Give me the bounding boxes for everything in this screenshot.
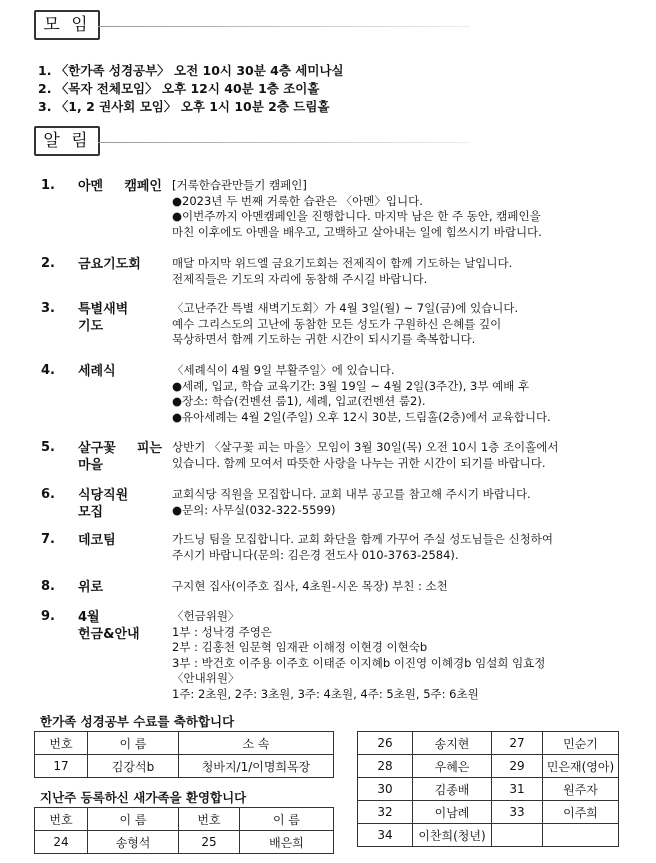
notice-body: [172, 579, 622, 595]
newcomers-title: 지난주 등록하신 새가족을 환영합니다: [40, 790, 247, 805]
table-row: [358, 778, 619, 801]
notice-body: [172, 609, 622, 702]
table-cell: 30: [358, 778, 413, 801]
notice-title: [78, 440, 162, 474]
notice-line: 구지현 집사(이주호 집사, 4초원-시온 목장) 부친 : 소천: [172, 579, 448, 593]
notice-title-line: 금요기도회: [78, 257, 141, 272]
notice-title-line: 위로: [78, 580, 104, 595]
table-cell: [543, 824, 619, 847]
notice-title-line: 특별새벽: [78, 302, 129, 317]
table-header-row: [35, 732, 334, 755]
notice-number: 1.: [41, 178, 55, 193]
notice-title-line: 데코팀: [78, 533, 116, 548]
notice-title-line: 아멘 캠페인: [78, 179, 162, 194]
table-row: [35, 831, 334, 854]
notice-title: [78, 532, 162, 549]
graduation-table: [34, 731, 334, 778]
table-cell: 24: [35, 831, 88, 854]
table-header-cell: 번호: [35, 808, 88, 831]
table-cell: 34: [358, 824, 413, 847]
notice-line: ●이번주까지 아멘캠페인을 진행합니다. 마지막 남은 한 주 동안, 캠페인을: [172, 209, 541, 223]
notice-body: [172, 301, 622, 348]
notice-line: 〈헌금위원〉: [172, 609, 240, 623]
notice-line: ●2023년 두 번째 거룩한 습관은 〈아멘〉입니다.: [172, 193, 423, 208]
meeting-item-2: 2. 〈목자 전체모임〉 오후 12시 40분 1층 조이홀: [38, 81, 320, 96]
notice-title: [78, 301, 162, 335]
table-cell: 민순기: [543, 732, 619, 755]
newcomers-table: [34, 807, 334, 854]
notice-number: 3.: [41, 301, 55, 316]
table-header-cell: 번호: [35, 732, 88, 755]
notice-number: 5.: [41, 440, 55, 455]
notice-line: 〈고난주간 특별 새벽기도회〉가 4월 3일(월) ~ 7일(금)에 있습니다.: [172, 301, 519, 315]
notice-line: ●유아세례는 4월 2일(주일) 오후 12시 30분, 드림홀(2층)에서 교육합니다.: [172, 409, 551, 424]
table-header-cell: 번호: [179, 808, 240, 831]
notice-line: 교회식당 직원을 모집합니다. 교회 내부 공고를 참고해 주시기 바랍니다.: [172, 487, 531, 501]
notice-title: [78, 609, 162, 643]
table-cell: 17: [35, 755, 88, 778]
notice-line: ●세례, 입교, 학습 교육기간: 3월 19일 ~ 4월 2일(3주간), 3부 예배 후: [172, 378, 530, 393]
notice-line: ●문의: 사무실(032-322-5599): [172, 502, 336, 517]
notice-line: 상반기 〈살구꽃 피는 마을〉모임이 3월 30일(목) 오전 10시 1층 조이홀에서: [172, 440, 559, 454]
notice-number: 9.: [41, 609, 55, 624]
meetings-divider: [98, 26, 470, 27]
table-cell: 27: [492, 732, 543, 755]
notice-line: 마친 이후에도 아멘을 배우고, 고백하고 살아내는 일에 힘쓰시기 바랍니다.: [172, 224, 542, 239]
table-cell: 25: [179, 831, 240, 854]
table-cell: [492, 824, 543, 847]
meetings-heading: 모 임: [34, 10, 100, 40]
table-cell: 김강석b: [88, 755, 179, 778]
table-cell: 31: [492, 778, 543, 801]
notice-body: [172, 363, 622, 425]
notice-title: [78, 178, 162, 195]
notice-title-line: 식당직원: [78, 488, 129, 503]
notice-line: 3부 : 박건호 이주용 이주호 이태준 이지혜b 이진영 이혜경b 임설희 임효정: [172, 655, 546, 670]
table-header-cell: 소 속: [179, 732, 334, 755]
table-cell: 청바지/1/이명희목장: [179, 755, 334, 778]
notice-title: [78, 579, 162, 596]
table-cell: 민은재(영아): [543, 755, 619, 778]
notice-body: [172, 256, 622, 287]
notice-line: 예수 그리스도의 고난에 동참한 모든 성도가 구원하신 은혜를 깊이: [172, 316, 502, 331]
table-cell: 원주자: [543, 778, 619, 801]
table-cell: 배은희: [240, 831, 334, 854]
table-cell: 송지현: [413, 732, 492, 755]
table-cell: 이주희: [543, 801, 619, 824]
notices-divider: [98, 142, 470, 143]
table-cell: 송형석: [88, 831, 179, 854]
notice-line: [거룩한습관만들기 캠페인]: [172, 178, 307, 192]
notice-line: 묵상하면서 함께 기도하는 귀한 시간이 되시기를 축복합니다.: [172, 332, 476, 346]
meeting-item-1: 1. 〈한가족 성경공부〉 오전 10시 30분 4층 세미나실: [38, 63, 344, 78]
notice-number: 8.: [41, 579, 55, 594]
notice-title: [78, 256, 162, 273]
meeting-item-3: 3. 〈1, 2 권사회 모임〉 오후 1시 10분 2층 드림홀: [38, 99, 330, 114]
table-row: [358, 732, 619, 755]
table-row: [35, 755, 334, 778]
notice-line: 매달 마지막 위드엘 금요기도회는 전제직이 함께 기도하는 날입니다.: [172, 256, 513, 270]
notice-title-line: 4월: [78, 610, 100, 625]
table-cell: 이남례: [413, 801, 492, 824]
table-header-cell: 이 름: [88, 732, 179, 755]
notice-title: [78, 363, 162, 380]
notice-line: 〈안내위원〉: [172, 671, 240, 685]
notice-title-line: 모집: [78, 505, 104, 520]
table-cell: 26: [358, 732, 413, 755]
notice-line: ●장소: 학습(컨벤션 룸1), 세례, 입교(컨벤션 룸2).: [172, 394, 426, 408]
table-header-cell: 이 름: [88, 808, 179, 831]
notice-number: 7.: [41, 532, 55, 547]
notices-heading: 알 림: [34, 126, 100, 156]
notice-line: 1부 : 성낙경 주영은: [172, 624, 272, 639]
table-cell: 우혜은: [413, 755, 492, 778]
table-row: [358, 755, 619, 778]
table-cell: 28: [358, 755, 413, 778]
graduation-title: 한가족 성경공부 수료를 축하합니다: [40, 714, 235, 729]
notice-number: 6.: [41, 487, 55, 502]
table-cell: 33: [492, 801, 543, 824]
notice-number: 4.: [41, 363, 55, 378]
notice-line: 있습니다. 함께 모여서 따뜻한 사랑을 나누는 귀한 시간이 되기를 바랍니다.: [172, 455, 546, 470]
table-row: [358, 801, 619, 824]
table-cell: 29: [492, 755, 543, 778]
notice-line: 1주: 2초원, 2주: 3초원, 3주: 4초원, 4주: 5초원, 5주: 6초원: [172, 686, 479, 701]
notice-title-line: 살구꽃 피는: [78, 441, 162, 456]
notice-line: 가드닝 팀을 모집합니다. 교회 화단을 함께 가꾸어 주실 성도님들은 신청하여: [172, 532, 553, 546]
notice-title-line: 기도: [78, 319, 104, 334]
notice-body: [172, 487, 622, 518]
notice-body: [172, 440, 622, 471]
notice-line: 주시기 바랍니다(문의: 김은경 전도사 010-3763-2584).: [172, 547, 459, 562]
notice-title-line: 헌금&안내: [78, 627, 140, 642]
table-cell: 32: [358, 801, 413, 824]
notice-body: [172, 178, 622, 240]
notice-number: 2.: [41, 256, 55, 271]
table-header-row: [35, 808, 334, 831]
notice-line: 전제직들은 기도의 자리에 동참해 주시길 바랍니다.: [172, 271, 428, 286]
table-header-cell: 이 름: [240, 808, 334, 831]
notice-title-line: 세례식: [78, 364, 116, 379]
notice-line: 〈세례식이 4월 9일 부활주일〉에 있습니다.: [172, 363, 395, 377]
notice-title: [78, 487, 162, 521]
newcomers-right-table: [357, 731, 619, 847]
table-cell: 김종배: [413, 778, 492, 801]
notice-title-line: 마을: [78, 458, 104, 473]
notice-line: 2부 : 김홍천 임문혁 임재관 이해정 이현경 이현숙b: [172, 640, 428, 654]
notice-body: [172, 532, 622, 563]
table-row: [358, 824, 619, 847]
table-cell: 이찬희(청년): [413, 824, 492, 847]
